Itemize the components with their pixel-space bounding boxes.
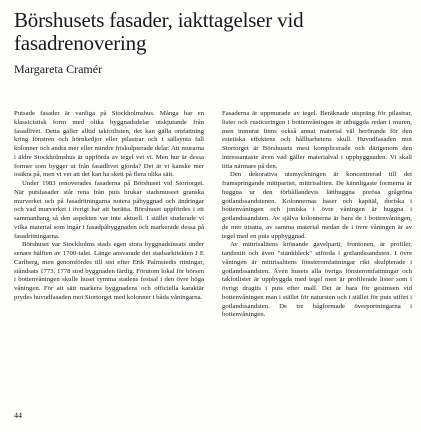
paragraph: Putsade fasader är vanliga på Stockholmshus. Många har en klassicistisk form med olika byggnadsdelar utskjutande från fasadlivet. Detta gäller alltid takfotlisten, det kan gälla omfattning kring fönstren och hörnkedjor eller pilastrar och i sällsynta fall kolonner och andra mer eller mindre friskulpterade delar. Att murarna i äldre Stockholmshus är uppförda av tegel vet vi. Men hur är dessa former som bygger ut från fasadlivet gjorda? Det är vi kanske mer osäkra på, men vi vet att det kan ha skett på flera olika sätt. [14, 110, 204, 179]
paragraph: Under 1983 renoverades fasaderna på Börshuset vid Stortorget. När putsfasader står rena från puts brukar stadsmuseet granska murverket och på fasadritningarna notera påbyggnad och ändringar och vad murverket i övrigt har att berätta. Börshuset uppfördes i ett sammanhang så den aspekten var inte aktuell. I stället studerade vi vilka material som ingår i fasadpåbyggnaden och markerade dessa på fasadritningarna. [14, 180, 204, 240]
paragraph: Den dekorativa utsmyckningen är koncentrerad till det framspringande mittpartiet, mittrisaliten. De kännligaste formerna är huggna ur den förhållandevis lätthuggna porösa grågröna gotlandssandstenen. Kolonnernas baser och kapitäl, doriska i bottenvåningen och joniska i övre våningen är huggna i gotlandssandsten. Av själva kolonnerna är bara de i bottenvåningen, de mer utsatta, av samma material medan de i övre våningen är av tegel med en puts uppbyggnad. [222, 171, 412, 240]
article-author: Margareta Cramér [14, 62, 103, 76]
paragraph: Börshuset var Stockholms stads egen stora byggnadsinsats under senare hälften av 1700-talet. Länge ansvarade det stadsarkitekten J E Carlberg, men genomfördes till sist efter Erik Palmstedts ritningar, ståndsats 1773. 1778 stod byggnaden färdig. Förutom lokal för börsen i bottenvåningen skulle huset rymma stadens festsal i den övre höga våningen. För att sätt markera byggnadens och officiella karaktär prydes huvudfasaden mot Stortorget med kolonner i båda våningarna. [14, 241, 204, 301]
paragraph: Av mittrisalitens krönande gavelparti, frontonen, är profiler, tandsnitt och även "stänkbleck" utförda i gotlandssandsten. I övre våningen är mittrisalitens fönsteromfattningar rikt skulpterade i gotlandssandsten. Även husets alla övriga fönsteromfattningar och takfotlister är uppbyggda med tegel men är profilerade lister som i övrigt dragits i puts efter mall. Det är bara för gesimsen vid bottenvåningen man i stället för natursten och i stället för puts utfört i gotlandssandsten. De tre bågformade överportningarna i bottenvåningen. [222, 241, 412, 319]
article-title: Börshusets fasader, iakttagelser vid fasadrenovering [14, 8, 304, 55]
page-number: 44 [14, 411, 22, 420]
paragraph: Fasaderna är uppmurade av tegel. Beräknade utspräng för pilastrar, lister och rusticeringen i bottenvåningen är uthuggda redan i muren, men inmurat finns också annat material väl berörande för den estetiska effektens och hållbarhetens skull. Huvudfasaden mot Stortorget är Börshusets mest komplicerade och därigenom den intressantaste även vad gäller materialval i uppbyggnaden. Vi skall titta närmare på den. [222, 110, 412, 170]
left-column [14, 110, 204, 320]
right-column [222, 110, 412, 320]
article-body [14, 110, 412, 320]
